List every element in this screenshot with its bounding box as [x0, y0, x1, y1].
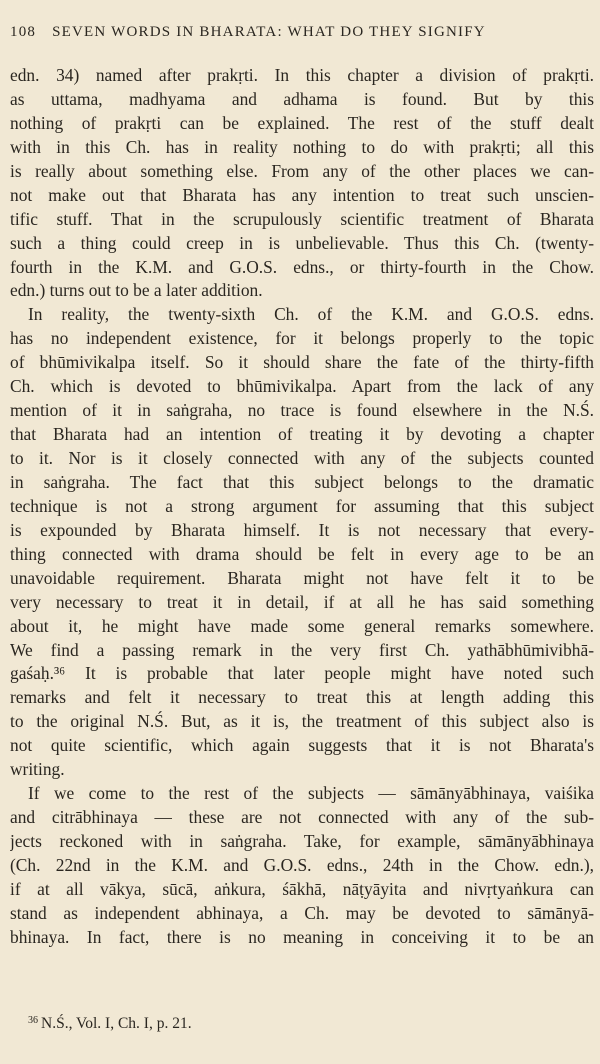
text-line: edn. 34) named after prakṛti. In this chapter a division of prakṛti.: [10, 65, 594, 85]
paragraph-start-line: If we come to the rest of the subjects — sāmānyābhinaya, vaiśika: [28, 783, 594, 804]
book-page: [10, 0, 594, 1064]
footnote-text: N.Ś., Vol. I, Ch. I, p. 21.: [41, 1015, 192, 1032]
paragraph-start-line: In reality, the twenty-sixth Ch. of the K.M. and G.O.S. edns.: [28, 304, 594, 325]
text-line: tific stuff. That in the scrupulously scientific treatment of Bharata: [10, 208, 594, 229]
text-line: and citrābhinaya — these are not connected with any of the sub-: [10, 807, 594, 828]
text-line: not make out that Bharata has any intention to treat such unscien-: [10, 184, 594, 205]
text-line: that Bharata had an intention of treating it by devoting a chapter: [10, 424, 594, 445]
footnote-marker: 36: [28, 1015, 38, 1026]
text-line: mention of it in saṅgraha, no trace is found elsewhere in the N.Ś.: [10, 400, 594, 421]
text-line: is expounded by Bharata himself. It is not necessary that every-: [10, 519, 594, 540]
text-line: technique is not a strong argument for assuming that this subject: [10, 495, 594, 516]
text-line: is really about something else. From any of the other places we can-: [10, 160, 594, 181]
body-text: [10, 64, 594, 950]
text-line: gaśaḥ.³⁶ It is probable that later people might have noted such: [10, 663, 594, 684]
text-line: as uttama, madhyama and adhama is found. But by this: [10, 88, 594, 109]
text-line: of bhūmivikalpa itself. So it should share the fate of the thirty-fifth: [10, 352, 594, 373]
text-line: in saṅgraha. The fact that this subject belongs to the dramatic: [10, 471, 594, 492]
text-line: with in this Ch. has in reality nothing to do with prakṛti; all this: [10, 136, 594, 157]
text-line: about it, he might have made some general remarks somewhere.: [10, 615, 594, 636]
running-head: [10, 24, 594, 48]
text-line: has no independent existence, for it belongs properly to the topic: [10, 328, 594, 349]
text-line: not quite scientific, which again suggests that it is not Bharata's: [10, 735, 594, 756]
text-line: to it. Nor is it closely connected with any of the subjects counted: [10, 448, 594, 468]
text-line: to the original N.Ś. But, as it is, the treatment of this subject also is: [10, 711, 594, 732]
text-line: fourth in the K.M. and G.O.S. edns., or thirty-fourth in the Chow.: [10, 256, 594, 277]
text-line: nothing of prakṛti can be explained. The rest of the stuff dealt: [10, 112, 594, 133]
text-line: Ch. which is devoted to bhūmivikalpa. Apart from the lack of any: [10, 376, 594, 397]
text-line: stand as independent abhinaya, a Ch. may be devoted to sāmānyā-: [10, 902, 594, 923]
text-line: (Ch. 22nd in the K.M. and G.O.S. edns., 24th in the Chow. edn.),: [10, 854, 594, 875]
text-line: writing.: [10, 759, 65, 780]
text-line: unavoidable requirement. Bharata might not have felt it to be: [10, 567, 594, 588]
text-line: thing connected with drama should be felt in every age to be an: [10, 543, 594, 564]
text-line: remarks and felt it necessary to treat this at length adding this: [10, 687, 594, 708]
running-title: SEVEN WORDS IN BHARATA: WHAT DO THEY SIGNIFY: [52, 24, 486, 40]
text-line: such a thing could creep in is unbelievable. Thus this Ch. (twenty-: [10, 232, 594, 253]
text-line: We find a passing remark in the very first Ch. yathābhūmivibhā-: [10, 639, 594, 660]
text-line: jects reckoned with in saṅgraha. Take, for example, sāmānyābhinaya: [10, 831, 594, 851]
page-number: 108: [10, 24, 37, 40]
text-line: very necessary to treat it in detail, if at all he has said something: [10, 591, 594, 612]
text-line: if at all vākya, sūcā, aṅkura, śākhā, nāṭyāyita and nivṛtyaṅkura can: [10, 878, 594, 899]
text-line: edn.) turns out to be a later addition.: [10, 280, 263, 301]
footnote: [28, 1010, 588, 1035]
text-line: bhinaya. In fact, there is no meaning in conceiving it to be an: [10, 926, 594, 947]
